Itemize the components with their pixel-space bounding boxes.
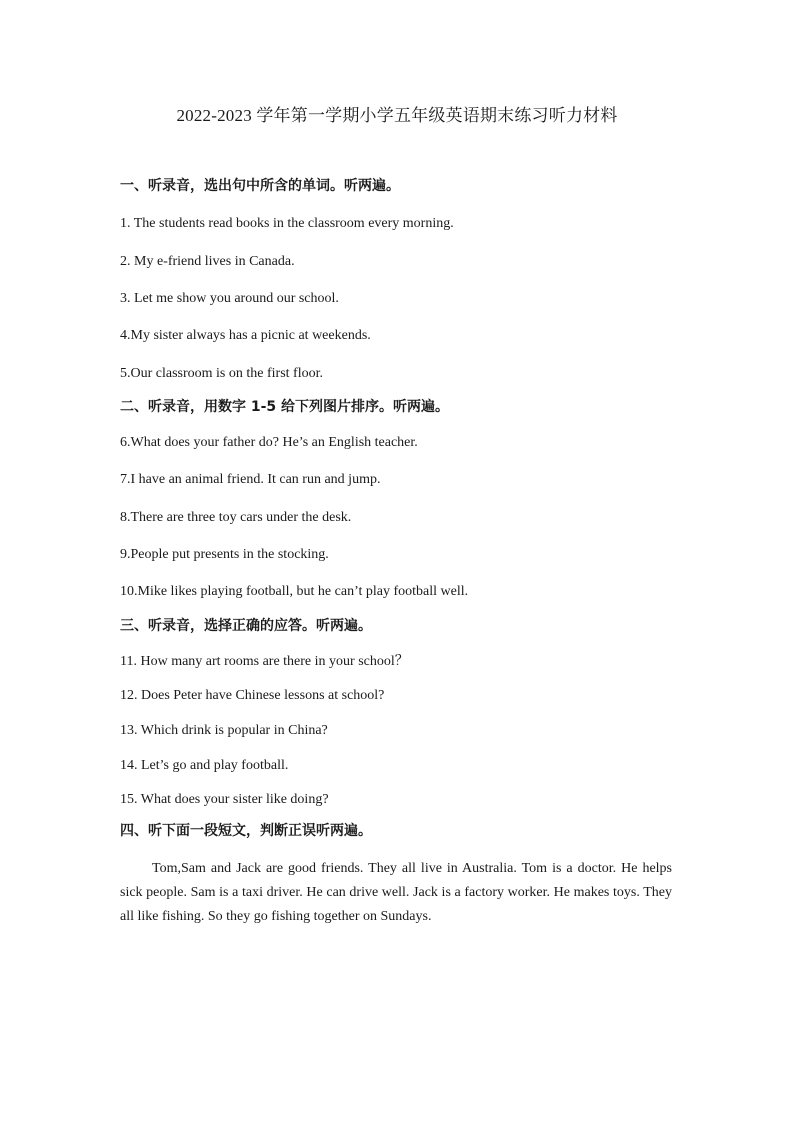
section-heading: 四、听下面一段短文，判断正误听两遍。 xyxy=(120,823,372,839)
section-heading: 一、听录音，选出句中所含的单词。听两遍。 xyxy=(120,178,400,194)
list-item: 2. My e-friend lives in Canada. xyxy=(120,254,295,269)
list-item: 1. The students read books in the classroom every morning. xyxy=(120,216,454,231)
list-item: 3. Let me show you around our school. xyxy=(120,291,339,306)
list-item: 12. Does Peter have Chinese lessons at school? xyxy=(120,688,385,703)
section-heading: 二、听录音，用数字 1-5 给下列图片排序。听两遍。 xyxy=(120,399,450,415)
list-item: 10.Mike likes playing football, but he can’t play football well. xyxy=(120,584,469,599)
list-item: 11. How many art rooms are there in your school？ xyxy=(120,654,409,669)
page-title: 2022-2023 学年第一学期小学五年级英语期末练习听力材料 xyxy=(176,106,618,125)
passage-text: Tom,Sam and Jack are good friends. They all live in Australia. Tom is a doctor. He helps sick people. Sam is a taxi driver. He can drive well. Jack is a factory worker. He makes toys. They all like fishing. So they go fishing together on Sundays. xyxy=(120,861,672,924)
list-item: 14. Let’s go and play football. xyxy=(120,758,289,773)
list-item: 6.What does your father do? He’s an English teacher. xyxy=(120,435,418,450)
list-item: 4.My sister always has a picnic at weekends. xyxy=(120,328,371,343)
section-heading: 三、听录音，选择正确的应答。听两遍。 xyxy=(120,618,372,634)
list-item: 8.There are three toy cars under the desk. xyxy=(120,510,352,525)
list-item: 9.People put presents in the stocking. xyxy=(120,547,329,562)
list-item: 13. Which drink is popular in China? xyxy=(120,723,328,738)
list-item: 15. What does your sister like doing? xyxy=(120,792,329,807)
list-item: 5.Our classroom is on the first floor. xyxy=(120,366,323,381)
list-item: 7.I have an animal friend. It can run and jump. xyxy=(120,472,381,487)
